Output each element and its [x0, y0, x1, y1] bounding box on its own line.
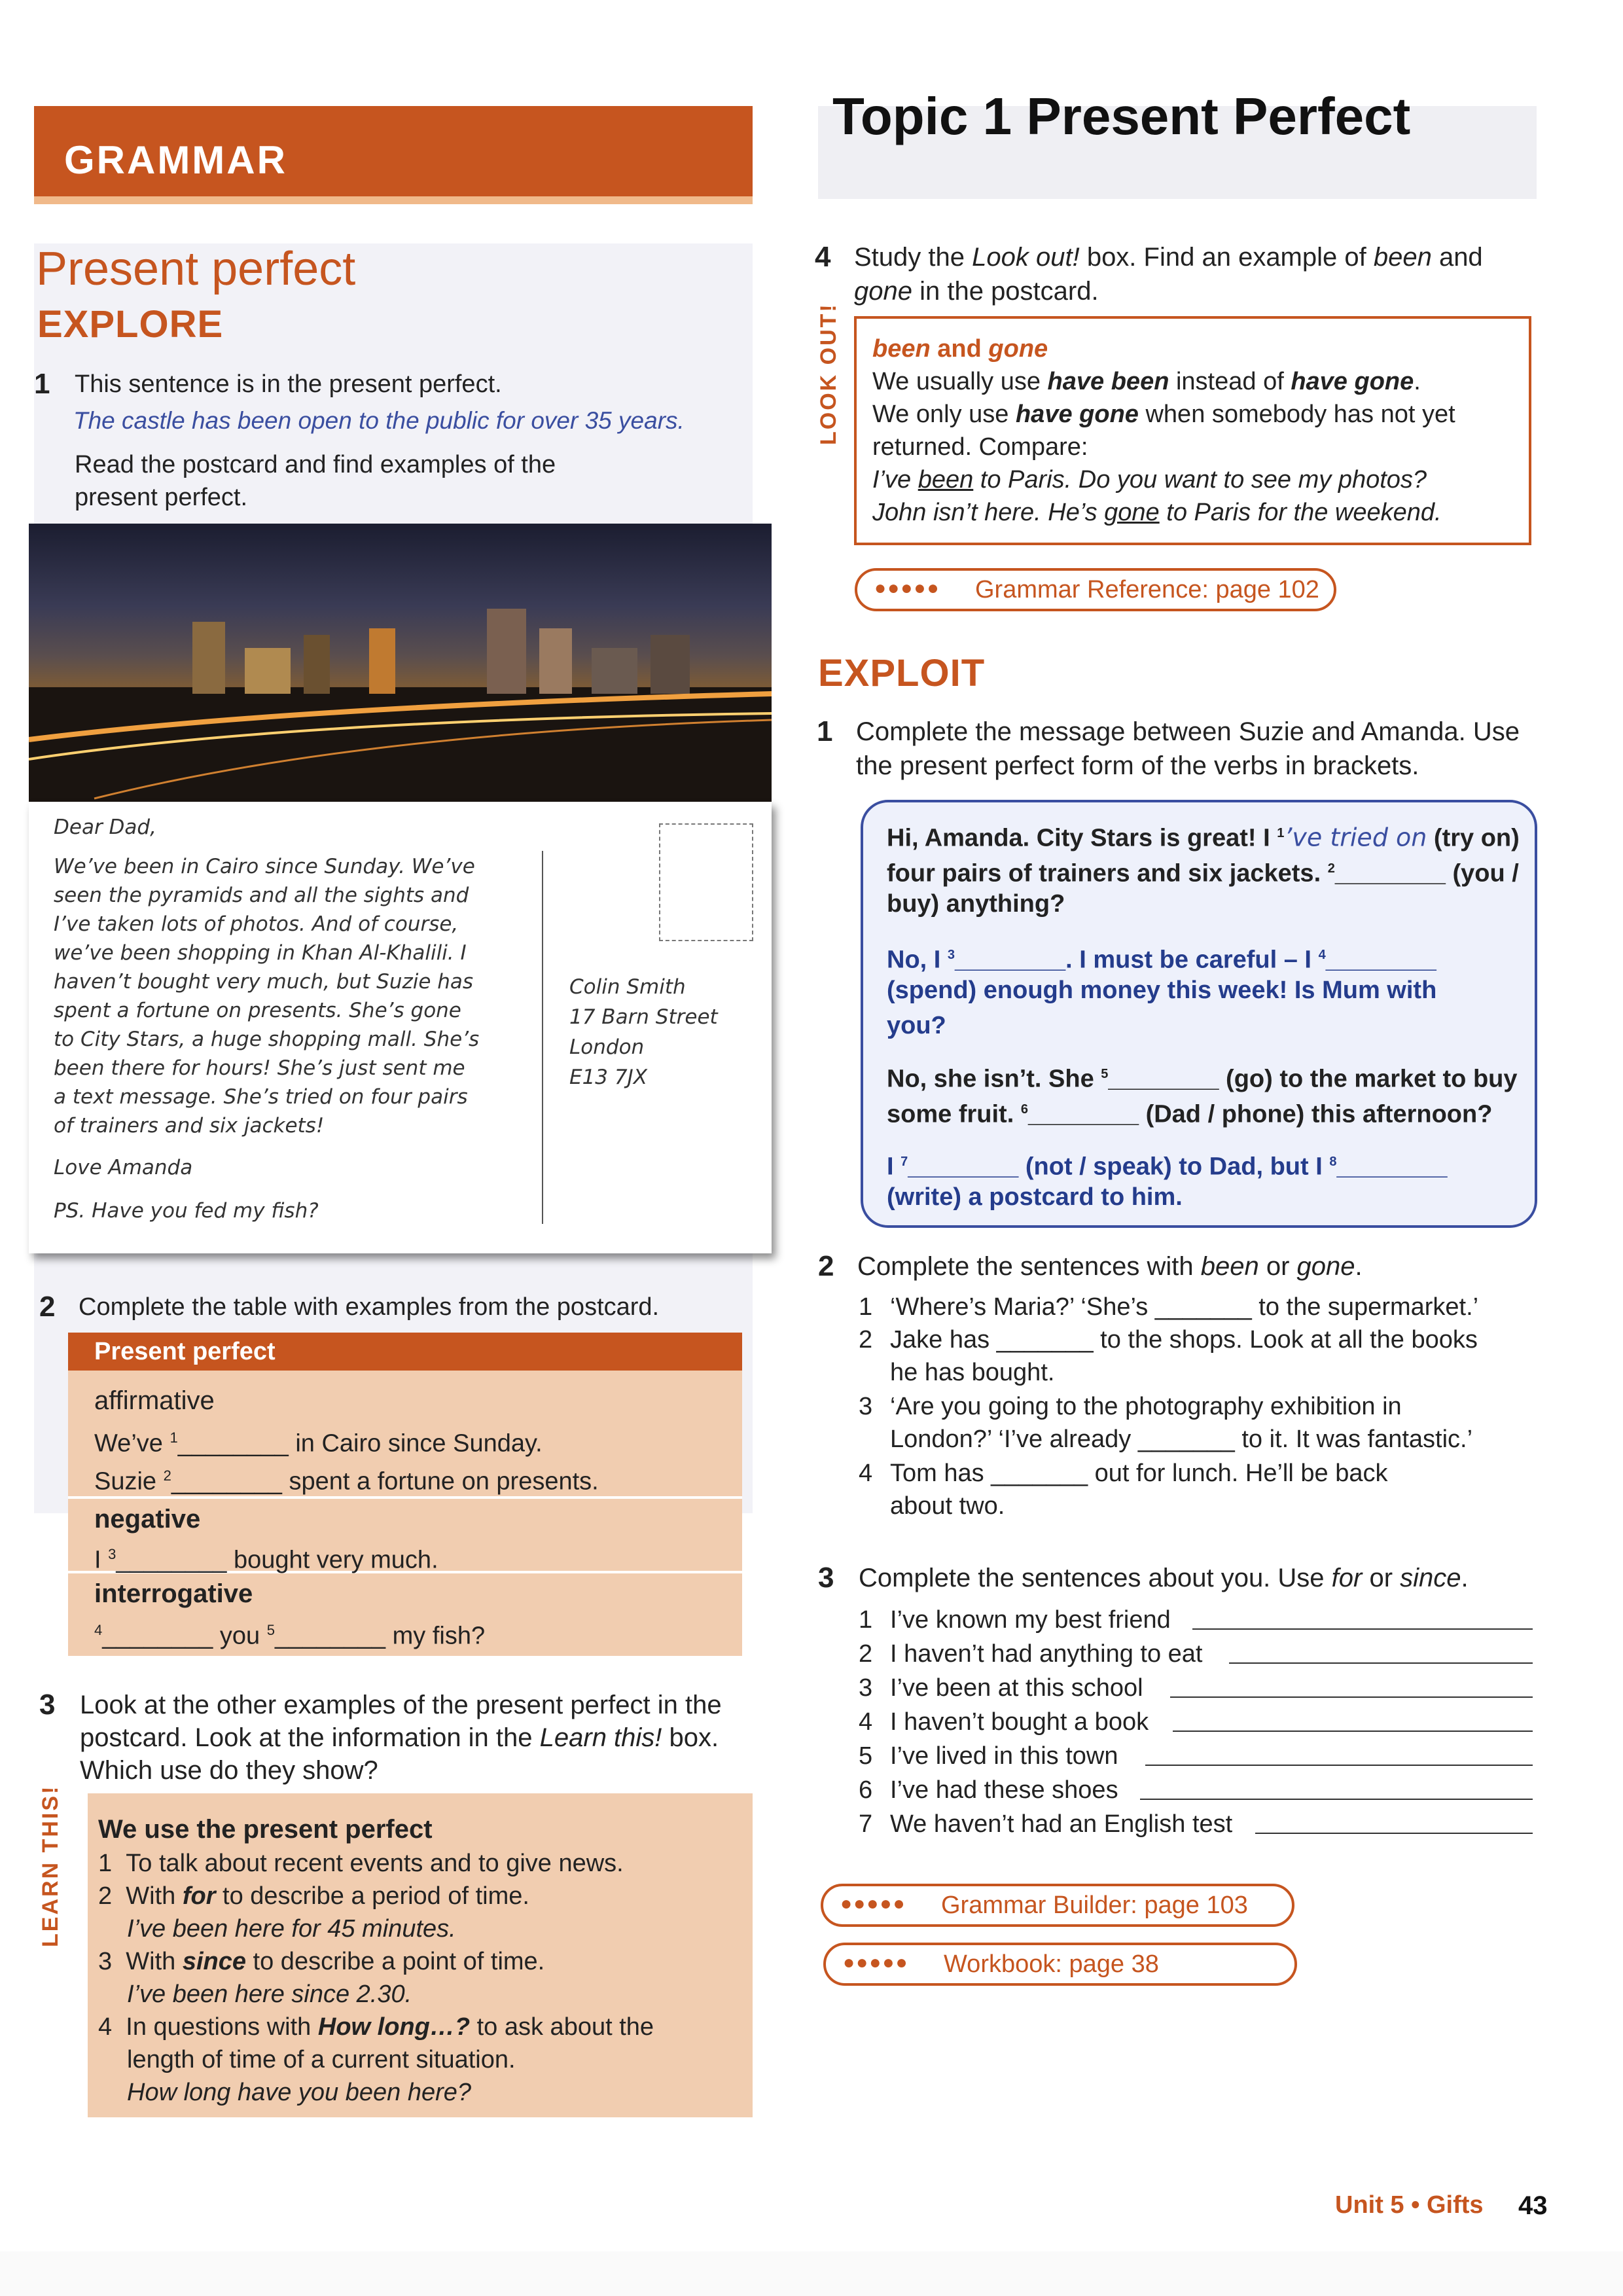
stamp-box	[659, 823, 753, 941]
progress-dots-icon: ●●●●●	[843, 1952, 909, 1973]
learn-item-3: 3 With since to describe a point of time.	[98, 1948, 545, 1975]
progress-dots-icon: ●●●●●	[840, 1893, 906, 1914]
q3-line1: Look at the other examples of the present perfect in the	[80, 1691, 722, 1719]
q4-line1: Study the Look out! box. Find an example of been and	[854, 243, 1483, 272]
topic-title: Topic 1 Present Perfect	[832, 87, 1411, 145]
lookout-line-4: I’ve been to Paris. Do you want to see my photos?	[872, 466, 1427, 493]
lookout-line-2: We only use have gone when somebody has not yet	[872, 401, 1455, 428]
e1-line2: the present perfect form of the verbs in brackets.	[856, 751, 1419, 780]
learn-example-2: I’ve been here for 45 minutes.	[127, 1915, 456, 1943]
address-line: E13 7JX	[569, 1066, 647, 1089]
q3-line3: Which use do they show?	[80, 1756, 378, 1785]
e2-item: about two.	[890, 1492, 1005, 1520]
look-out-tag: LOOK OUT!	[816, 302, 841, 445]
postcard-line: We’ve been in Cairo since Sunday. We’ve	[54, 855, 475, 878]
learn-title: We use the present perfect	[98, 1815, 433, 1844]
q1-number: 1	[34, 368, 50, 400]
e3-item-number: 5	[859, 1742, 873, 1770]
message-line: some fruit. $^6$________ (Dad / phone) this afternoon?	[887, 1100, 1493, 1128]
table-header-label: Present perfect	[94, 1338, 276, 1365]
q3-line2: postcard. Look at the information in the Learn this! box.	[80, 1723, 719, 1752]
q3-number: 3	[39, 1689, 56, 1721]
e3-item-number: 6	[859, 1776, 873, 1804]
q4-line2: gone in the postcard.	[854, 277, 1099, 306]
e2-item: Jake has _______ to the shops. Look at all the books	[890, 1326, 1478, 1354]
e3-item-number: 4	[859, 1708, 873, 1736]
q1-line3: present perfect.	[75, 484, 248, 511]
message-line: you?	[887, 1012, 946, 1039]
interrogative-label: interrogative	[94, 1579, 253, 1608]
affirmative-label: affirmative	[94, 1386, 215, 1415]
e3-item-number: 1	[859, 1606, 873, 1634]
e2-item: London?’ ‘I’ve already _______ to it. It was fantastic.’	[890, 1426, 1473, 1453]
answer-line[interactable]	[1173, 1731, 1533, 1732]
interrogative-row: $^4$________ you $^5$________ my fish?	[94, 1622, 486, 1650]
grammar-builder-link[interactable]	[821, 1884, 1294, 1927]
message-line: No, she isn’t. She $^5$________ (go) to the market to buy	[887, 1065, 1518, 1093]
cairo-night-photo	[29, 524, 772, 818]
grammar-reference-label: Grammar Reference: page 102	[975, 576, 1319, 603]
q1-line1: This sentence is in the present perfect.	[75, 370, 502, 398]
answer-line[interactable]	[1145, 1765, 1533, 1766]
learn-item-2: 2 With for to describe a period of time.	[98, 1882, 529, 1910]
q2-text: Complete the table with examples from the postcard.	[79, 1293, 660, 1321]
exploit-heading: EXPLOIT	[818, 652, 986, 694]
section-title: Present perfect	[36, 243, 356, 295]
e3-item: I’ve been at this school	[890, 1674, 1143, 1702]
affirmative-row-2: Suzie $^2$________ spent a fortune on presents.	[94, 1467, 599, 1496]
postcard-line: a text message. She’s tried on four pairs	[54, 1085, 468, 1109]
e1-line1: Complete the message between Suzie and Amanda. Use	[856, 717, 1520, 746]
message-line: (write) a postcard to him.	[887, 1183, 1183, 1211]
grammar-label: GRAMMAR	[64, 138, 287, 182]
answer-line[interactable]	[1255, 1833, 1533, 1834]
grammar-banner	[34, 106, 753, 204]
table-header	[68, 1333, 742, 1371]
city-skyline-illustration	[29, 524, 772, 818]
postcard-line: I’ve taken lots of photos. And of course,	[54, 912, 459, 936]
e2-item-number: 1	[859, 1293, 873, 1321]
answer-line[interactable]	[1170, 1696, 1533, 1698]
postcard-line: to City Stars, a huge shopping mall. She’s	[54, 1028, 480, 1051]
address-line: 17 Barn Street	[569, 1005, 718, 1029]
learn-this-tag: LEARN THIS!	[38, 1784, 63, 1947]
e2-instruction: Complete the sentences with been or gone.	[857, 1252, 1363, 1281]
banner-underline	[34, 196, 753, 204]
lookout-line-1: We usually use have been instead of have gone.	[872, 368, 1421, 395]
e1-number: 1	[817, 715, 833, 747]
e3-item-number: 2	[859, 1640, 873, 1668]
e3-item: I’ve had these shoes	[890, 1776, 1118, 1804]
e3-item: We haven’t had an English test	[890, 1810, 1233, 1838]
message-line: Hi, Amanda. City Stars is great! I $^1$’ve tried on (try on)	[887, 823, 1520, 852]
message-line: I $^7$________ (not / speak) to Dad, but I $^8$________	[887, 1153, 1448, 1181]
lookout-line-3: returned. Compare:	[872, 433, 1088, 461]
answer-line[interactable]	[1229, 1662, 1533, 1664]
progress-dots-icon: ●●●●●	[874, 577, 940, 599]
postcard-greeting: Dear Dad,	[54, 816, 156, 839]
affirmative-row-1: We’ve $^1$________ in Cairo since Sunday.	[94, 1429, 543, 1458]
e2-item-number: 2	[859, 1326, 873, 1354]
q1-example: The castle has been open to the public for over 35 years.	[73, 407, 685, 434]
e2-item: ‘Where’s Maria?’ ‘She’s _______ to the supermarket.’	[890, 1293, 1479, 1321]
learn-item-4-cont: length of time of a current situation.	[127, 2046, 516, 2073]
e2-number: 2	[818, 1250, 834, 1282]
e3-item: I haven’t had anything to eat	[890, 1640, 1203, 1668]
e3-item-number: 7	[859, 1810, 873, 1838]
grammar-reference-link[interactable]	[855, 568, 1336, 611]
postcard-signoff: Love Amanda	[54, 1156, 193, 1179]
postcard-line: spent a fortune on presents. She’s gone	[54, 999, 461, 1022]
postcard-line: of trainers and six jackets!	[54, 1114, 325, 1138]
negative-row: I $^3$________ bought very much.	[94, 1546, 438, 1574]
postcard-line: seen the pyramids and all the sights and	[54, 884, 469, 907]
e3-item: I’ve lived in this town	[890, 1742, 1118, 1770]
e3-number: 3	[818, 1562, 834, 1594]
learn-example-3: I’ve been here since 2.30.	[127, 1981, 412, 2008]
e2-item: Tom has _______ out for lunch. He’ll be back	[890, 1460, 1388, 1487]
learn-item-4: 4 In questions with How long…? to ask about the	[98, 2013, 654, 2041]
workbook-label: Workbook: page 38	[944, 1950, 1159, 1978]
postcard-line: we’ve been shopping in Khan Al-Khalili. I	[54, 941, 467, 965]
learn-example-4: How long have you been here?	[127, 2079, 472, 2106]
message-line: buy) anything?	[887, 890, 1065, 918]
e3-instruction: Complete the sentences about you. Use for or since.	[859, 1564, 1469, 1592]
q4-number: 4	[815, 241, 831, 273]
lookout-line-5: John isn’t here. He’s gone to Paris for the weekend.	[872, 499, 1442, 526]
address-line: London	[569, 1035, 645, 1059]
workbook-link[interactable]	[823, 1943, 1297, 1986]
page-number: 43	[1518, 2191, 1548, 2220]
postcard-ps: PS. Have you fed my fish?	[54, 1199, 319, 1223]
e2-item-number: 4	[859, 1460, 873, 1487]
q1-line2: Read the postcard and find examples of the	[75, 451, 556, 478]
message-line: (spend) enough money this week! Is Mum with	[887, 977, 1437, 1004]
e3-item: I’ve known my best friend	[890, 1606, 1171, 1634]
lookout-title: been and gone	[872, 335, 1048, 363]
explore-heading: EXPLORE	[37, 303, 224, 346]
page-bottom-strip	[0, 2251, 1623, 2296]
e2-item: he has bought.	[890, 1359, 1055, 1386]
postcard-divider	[542, 851, 543, 1224]
e2-item: ‘Are you going to the photography exhibition in	[890, 1393, 1402, 1420]
e2-item-number: 3	[859, 1393, 873, 1420]
e3-item: I haven’t bought a book	[890, 1708, 1149, 1736]
learn-item-1: 1 To talk about recent events and to give news.	[98, 1850, 624, 1877]
address-line: Colin Smith	[569, 975, 686, 999]
message-line: No, I $^3$________. I must be careful – I $^4$________	[887, 946, 1436, 974]
grammar-builder-label: Grammar Builder: page 103	[941, 1892, 1248, 1919]
postcard-line: haven’t bought very much, but Suzie has	[54, 970, 474, 994]
unit-label: Unit 5 • Gifts	[1335, 2191, 1484, 2219]
q2-number: 2	[39, 1291, 56, 1323]
answer-line[interactable]	[1192, 1628, 1533, 1630]
answer-line[interactable]	[1140, 1799, 1533, 1800]
postcard-line: been there for hours! She’s just sent me	[54, 1056, 465, 1080]
negative-label: negative	[94, 1505, 201, 1534]
e3-item-number: 3	[859, 1674, 873, 1702]
message-line: four pairs of trainers and six jackets. $^2$________ (you /	[887, 859, 1519, 888]
